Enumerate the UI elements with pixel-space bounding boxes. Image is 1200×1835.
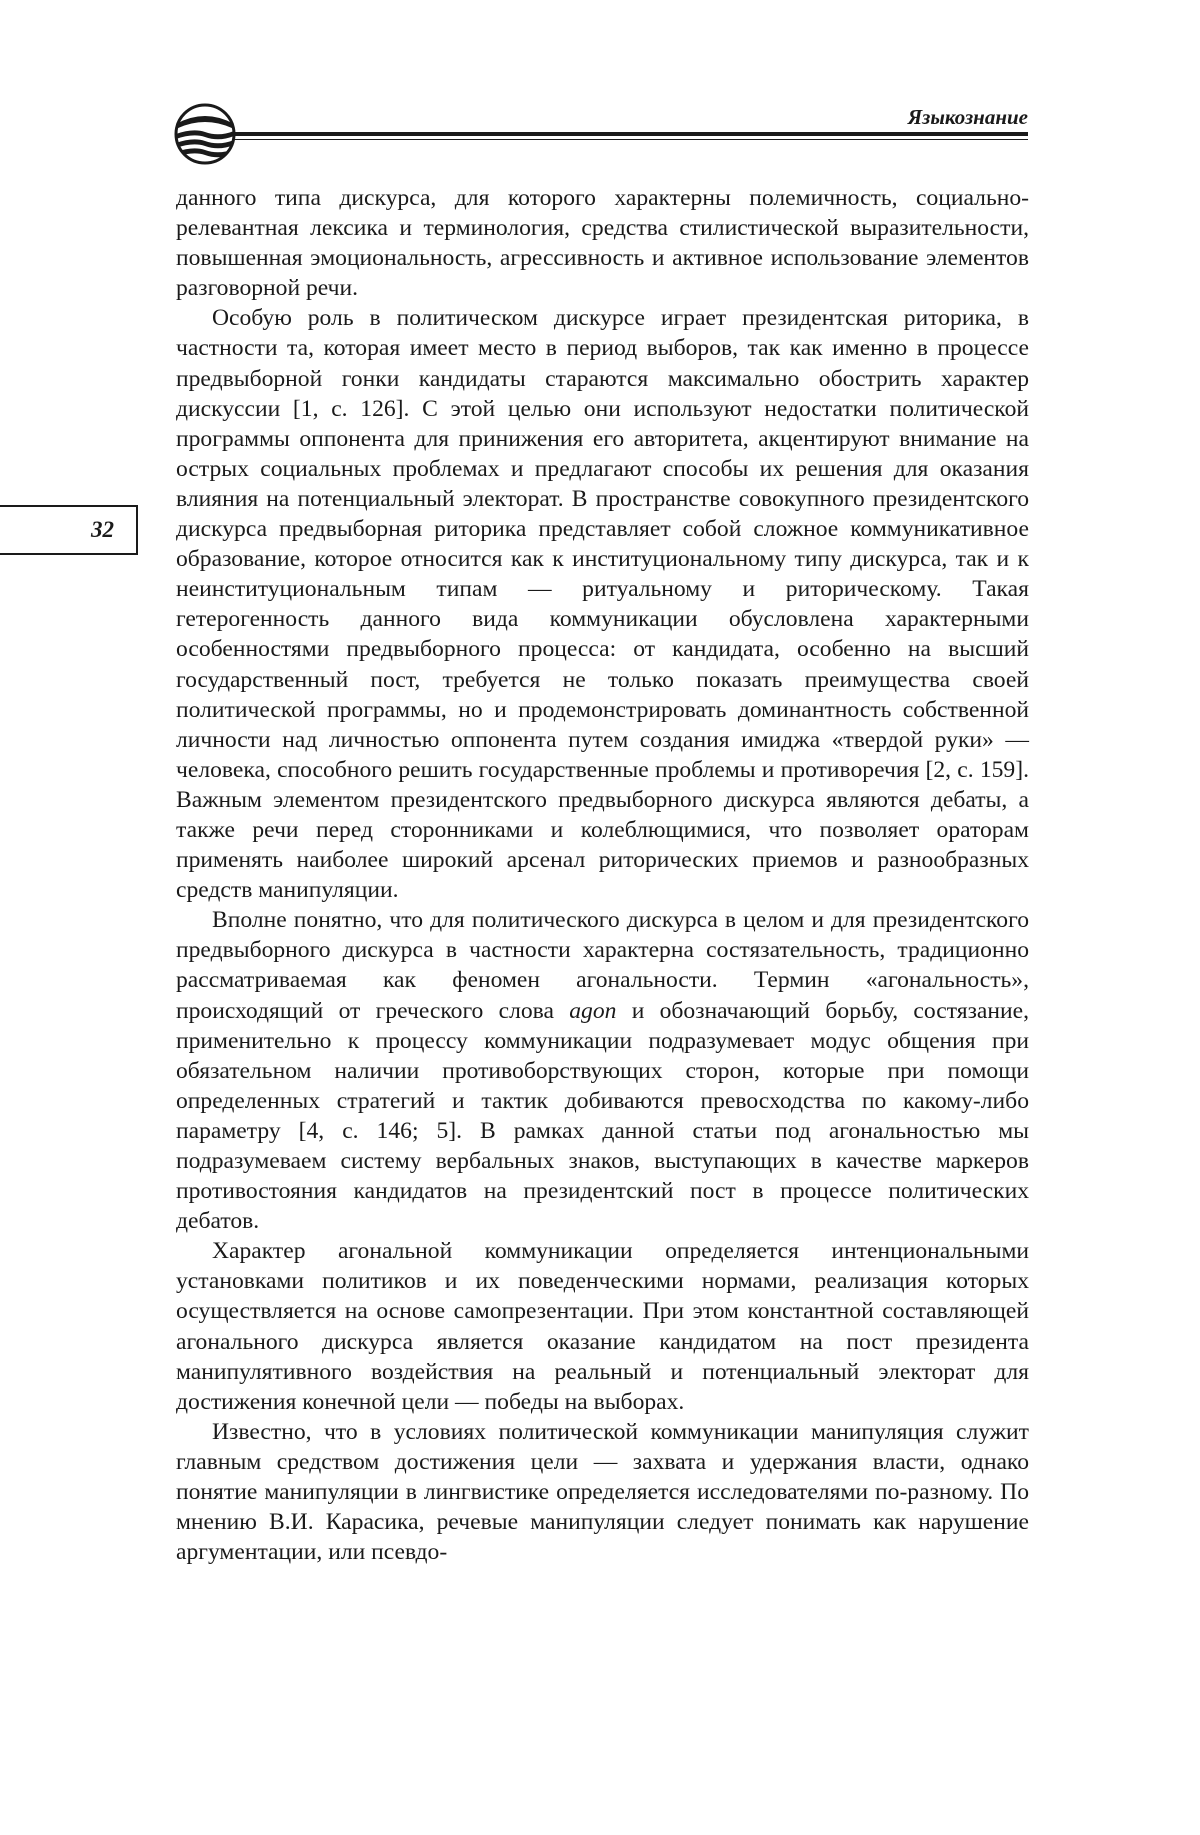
paragraph-3: [176, 905, 1029, 1236]
section-title: Языкознание: [907, 105, 1028, 129]
journal-wave-logo-icon: [173, 102, 237, 166]
paragraph-1: данного типа дискурса, для которого характерны полемичность, социально-релевантная лексика и терминология, средства стилистической выразительности, повышенная эмоциональность, агрессивность и активное использование элементов разговорной речи.: [176, 185, 1029, 302]
paragraph-3-text-a: Вполне понятно, что для политического дискурса в целом и для президентского предвыборного дискурса в частности характерна состязательность, традиционно рассматриваемая как феномен агональности. Термин «агональность», происходящий от греческого слова: [176, 907, 1029, 1024]
page-number: 32: [91, 517, 114, 542]
article-body: [176, 183, 1029, 1567]
paragraph-2: Особую роль в политическом дискурсе играет президентская риторика, в частности та, которая имеет место в период выборов, так как именно в процессе предвыборной гонки кандидаты стараются максимально обострить характер дискуссии [1, с. 126]. С этой целью они используют недостатки политической программы оппонента для принижения его авторитета, акцентируют внимание на острых социальных проблемах и предлагают способы их решения для оказания влияния на потенциальный электорат. В пространстве совокупного президентского дискурса предвыборная риторика представляет собой сложное коммуникативное образование, которое относится как к институциональному типу дискурса, так и к неинституциональным типам — ритуальному и риторическому. Такая гетерогенность данного вида коммуникации обусловлена характерными особенностями предвыборного процесса: от кандидата, особенно на высший государственный пост, требуется не только показать преимущества своей политической программы, но и продемонстрировать доминантность собственной личности над личностью оппонента путем создания имиджа «твердой руки» — человека, способного решить государственные проблемы и противоречия [2, с. 159]. Важным элементом президентского предвыборного дискурса являются дебаты, а также речи перед сторонниками и колеблющимися, что позволяет ораторам применять наиболее широкий арсенал риторических приемов и разнообразных средств манипуляции.: [176, 305, 1029, 904]
paragraph-4: Характер агональной коммуникации определяется интенциональными установками политиков и их поведенческими нормами, реализация которых осуществляется на основе самопрезентации. При этом константной составляющей агонального дискурса является оказание кандидатом на пост президента манипулятивного воздействия на реальный и потенциальный электорат для достижения конечной цели — победы на выборах.: [176, 1238, 1029, 1415]
page-number-tab: [0, 505, 138, 555]
paragraph-3-text-b: и обозначающий борьбу, состязание, применительно к процессу коммуникации подразумевает модус общения при обязательном наличии противоборствующих сторон, которые при помощи определенных стратегий и тактик добиваются превосходства по какому-либо параметру [4, с. 146; 5]. В рамках данной статьи под агональностью мы подразумеваем систему вербальных знаков, выступающих в качестве маркеров противостояния кандидатов на президентский пост в процессе политических дебатов.: [176, 997, 1029, 1235]
header-rule-thin: [234, 139, 1028, 140]
paragraph-5: Известно, что в условиях политической коммуникации манипуляция служит главным средством достижения цели — захвата и удержания власти, однако понятие манипуляции в лингвистике определяется исследователями по-разному. По мнению В.И. Карасика, речевые манипуляции следует понимать как нарушение аргументации, или псевдо-: [176, 1418, 1029, 1566]
header-rule-thick: [234, 132, 1028, 136]
paragraph-3-term: agon: [569, 997, 617, 1024]
